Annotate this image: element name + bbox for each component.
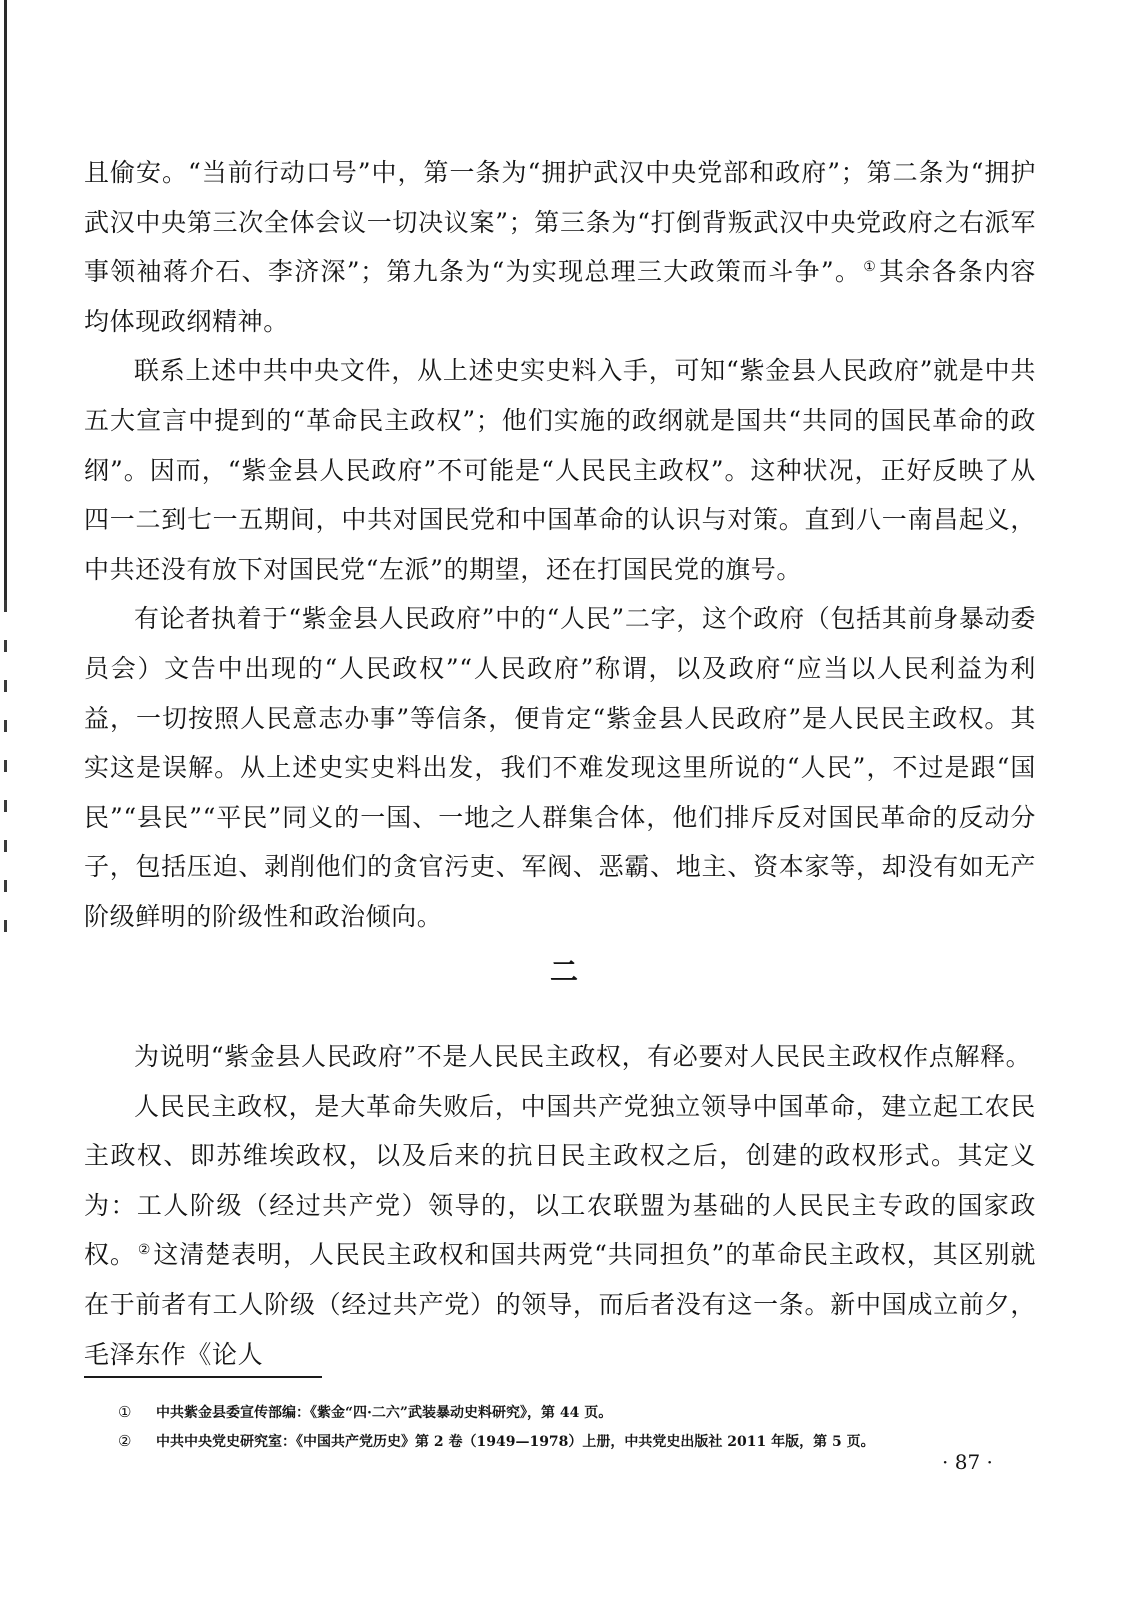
paragraph-text: 这清楚表明，人民民主政权和国共两党“共同担负”的革命民主政权，其区别就在于前者有工人阶级（经过共产党）的领导，而后者没有这一条。新中国成立前夕，毛泽东作《论人 bbox=[84, 1240, 1036, 1369]
paragraph-text: 且偷安。“当前行动口号”中，第一条为“拥护武汉中央党部和政府”；第二条为“拥护武汉中央第三次全体会议一切决议案”；第三条为“打倒背叛武汉中央党政府之右派军事领袖蒋介石、李济深”；第九条为“为实现总理三大政策而斗争”。 bbox=[84, 158, 1036, 287]
footnote-text: 中共紫金县委宣传部编：《紫金“四·二六”武装暴动史料研究》，第 44 页。 bbox=[156, 1405, 613, 1421]
paragraph-text: 有论者执着于“紫金县人民政府”中的“人民”二字，这个政府（包括其前身暴动委员会）文告中出现的“人民政权”“人民政府”称谓，以及政府“应当以人民利益为利益，一切按照人民意志办事”等信条，便肯定“紫金县人民政府”是人民民主政权。其实这是误解。从上述史实史料出发，我们不难发现这里所说的“人民”，不过是跟“国民”“县民”“平民”同义的一国、一地之人群集合体，他们排斥反对国民革命的反动分子，包括压迫、剥削他们的贪官污吏、军阀、恶霸、地主、资本家等，却没有如无产阶级鲜明的阶级性和政治倾向。 bbox=[84, 604, 1036, 931]
page-number: · 87 · bbox=[942, 1450, 993, 1474]
footnote-reference: ① bbox=[863, 258, 878, 275]
body-text-lower bbox=[84, 1032, 1036, 1379]
paragraph bbox=[84, 594, 1036, 941]
paragraph-text: 人民民主政权，是大革命失败后，中国共产党独立领导中国革命，建立起工农民主政权、即苏维埃政权，以及后来的抗日民主政权之后，创建的政权形式。其定义为：工人阶级（经过共产党）领导的，以工农联盟为基础的人民民主专政的国家政权。 bbox=[84, 1091, 1036, 1270]
footnote-separator bbox=[84, 1376, 322, 1378]
footnote-mark: ① bbox=[118, 1403, 132, 1421]
footnote-mark: ② bbox=[118, 1432, 132, 1450]
footnote-reference: ② bbox=[137, 1242, 152, 1259]
paragraph bbox=[84, 1082, 1036, 1380]
paragraph-text: 其余各条内容均体现政纲精神。 bbox=[84, 257, 1036, 336]
body-text-upper bbox=[84, 148, 1036, 942]
footnote-1 bbox=[118, 1398, 1018, 1427]
paragraph bbox=[84, 346, 1036, 594]
paragraph bbox=[84, 148, 1036, 346]
footnotes bbox=[118, 1398, 1018, 1456]
paragraph-text: 为说明“紫金县人民政府”不是人民民主政权，有必要对人民民主政权作点解释。 bbox=[134, 1042, 1032, 1071]
scan-edge-marks bbox=[4, 600, 7, 960]
paragraph bbox=[84, 1032, 1036, 1082]
section-heading: 二 bbox=[549, 955, 578, 988]
paragraph-text: 联系上述中共中央文件，从上述史实史料入手，可知“紫金县人民政府”就是中共五大宣言中提到的“革命民主政权”；他们实施的政纲就是国共“共同的国民革命的政纲”。因而，“紫金县人民政府”不可能是“人民民主政权”。这种状况，正好反映了从四一二到七一五期间，中共对国民党和中国革命的认识与对策。直到八一南昌起义，中共还没有放下对国民党“左派”的期望，还在打国民党的旗号。 bbox=[84, 356, 1036, 584]
footnote-2 bbox=[118, 1427, 1018, 1456]
footnote-text: 中共中央党史研究室：《中国共产党历史》第 2 卷（1949—1978）上册，中共党史出版社 2011 年版，第 5 页。 bbox=[156, 1434, 875, 1450]
scan-edge-line bbox=[4, 0, 7, 600]
